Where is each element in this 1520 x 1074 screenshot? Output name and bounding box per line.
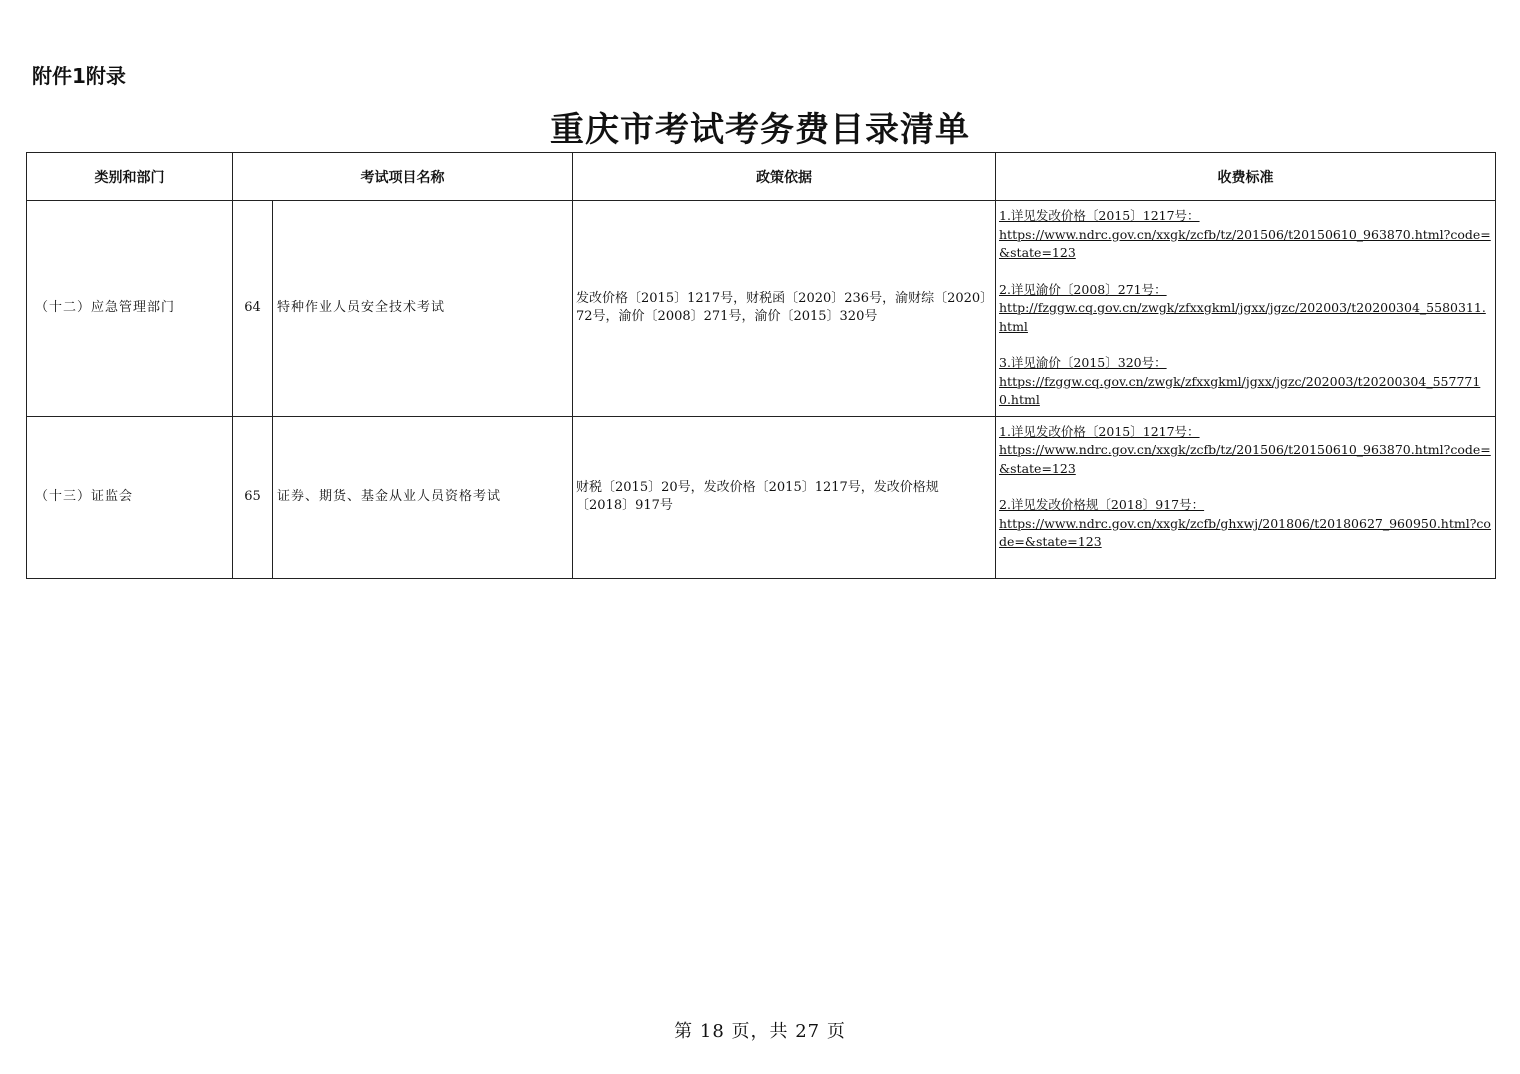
fee-reference xyxy=(999,281,1491,337)
fee-reference-label: 2.详见发改价格规〔2018〕917号： xyxy=(999,497,1205,512)
exam-name-cell: 特种作业人员安全技术考试 xyxy=(273,201,573,417)
fee-reference-link[interactable]: https://www.ndrc.gov.cn/xxgk/zcfb/ghxwj/201806/t20180627_960950.html?code=&state=123 xyxy=(999,515,1491,549)
fee-reference-link[interactable]: http://fzggw.cq.gov.cn/zwgk/zfxxgkml/jgxx/jgzc/202003/t20200304_5580311.html xyxy=(999,300,1486,334)
fee-catalog-table xyxy=(26,152,1496,579)
attachment-label: 附件1附录 xyxy=(32,64,126,88)
fee-reference xyxy=(999,496,1491,552)
fee-reference xyxy=(999,207,1491,263)
fee-standard-cell xyxy=(996,201,1496,417)
column-header-exam-name: 考试项目名称 xyxy=(233,153,573,201)
page-indicator: 第 18 页，共 27 页 xyxy=(674,1021,846,1042)
policy-cell: 发改价格〔2015〕1217号，财税函〔2020〕236号，渝财综〔2020〕72号，渝价〔2008〕271号，渝价〔2015〕320号 xyxy=(573,201,996,417)
column-header-fee-standard: 收费标准 xyxy=(996,153,1496,201)
policy-cell: 财税〔2015〕20号，发改价格〔2015〕1217号，发改价格规〔2018〕917号 xyxy=(573,416,996,578)
category-cell: （十二）应急管理部门 xyxy=(27,201,233,417)
column-header-policy: 政策依据 xyxy=(573,153,996,201)
fee-reference-label: 3.详见渝价〔2015〕320号： xyxy=(999,355,1167,370)
fee-reference-link[interactable]: https://fzggw.cq.gov.cn/zwgk/zfxxgkml/jgxx/jgzc/202003/t20200304_5577710.html xyxy=(999,373,1481,407)
fee-reference-label: 2.详见渝价〔2008〕271号： xyxy=(999,281,1167,297)
fee-reference-label: 1.详见发改价格〔2015〕1217号： xyxy=(999,208,1200,223)
fee-reference xyxy=(999,423,1491,479)
item-number-cell: 65 xyxy=(233,416,273,578)
table-row xyxy=(27,201,1496,417)
fee-reference-link[interactable]: https://www.ndrc.gov.cn/xxgk/zcfb/tz/201506/t20150610_963870.html?code=&state=123 xyxy=(999,226,1491,260)
item-number-cell: 64 xyxy=(233,201,273,417)
column-header-category: 类别和部门 xyxy=(27,153,233,201)
fee-standard-cell xyxy=(996,416,1496,578)
table-row xyxy=(27,416,1496,578)
fee-reference xyxy=(999,354,1491,410)
category-cell: （十三）证监会 xyxy=(27,416,233,578)
fee-reference-label: 1.详见发改价格〔2015〕1217号： xyxy=(999,423,1200,439)
page-title: 重庆市考试考务费目录清单 xyxy=(550,110,970,150)
fee-reference-link[interactable]: https://www.ndrc.gov.cn/xxgk/zcfb/tz/201506/t20150610_963870.html?code=&state=123 xyxy=(999,442,1491,476)
exam-name-cell: 证券、期货、基金从业人员资格考试 xyxy=(273,416,573,578)
table-header-row xyxy=(27,153,1496,201)
